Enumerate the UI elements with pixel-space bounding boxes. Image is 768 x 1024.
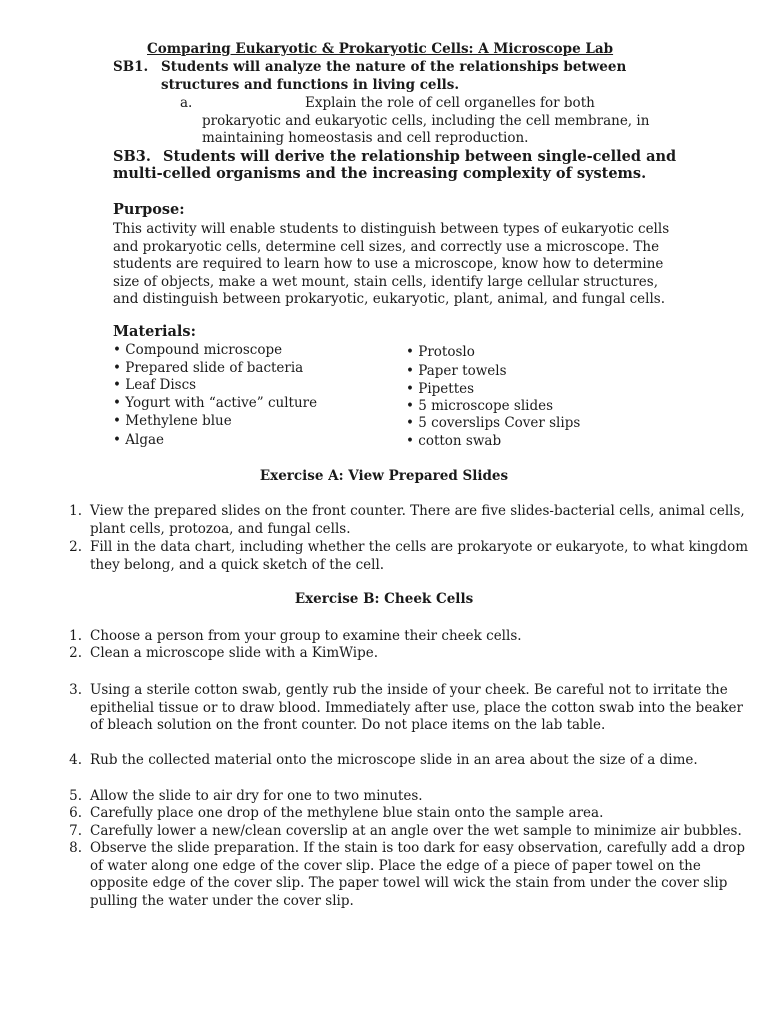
- materials-right-item: • cotton swab: [406, 433, 502, 449]
- materials-left-item: • Methylene blue: [113, 413, 232, 429]
- exercise-b-item-line: Using a sterile cotton swab, gently rub the inside of your cheek. Be careful not to irritate the: [90, 682, 728, 698]
- materials-left-item: • Prepared slide of bacteria: [113, 360, 304, 376]
- standard-sb1-line-2: structures and functions in living cells.: [161, 77, 460, 93]
- materials-right-item: • 5 microscope slides: [406, 398, 554, 414]
- page-title: Comparing Eukaryotic & Prokaryotic Cells: A Microscope Lab: [147, 41, 614, 57]
- exercise-b-item: [90, 628, 522, 646]
- exercise-a-item-line: plant cells, protozoa, and fungal cells.: [90, 520, 351, 537]
- exercise-b-item-number: 8.: [69, 840, 82, 856]
- standard-sb3-line-2: multi-celled organisms and the increasing complexity of systems.: [113, 165, 647, 182]
- standard-sb3-line-1: Students will derive the relationship between single-celled and: [163, 148, 677, 165]
- exercise-a-item-line: Fill in the data chart, including whether the cells are prokaryote or eukaryote, to what kingdom: [90, 539, 749, 555]
- standard-sb1a-line-2: prokaryotic and eukaryotic cells, including the cell membrane, in: [202, 113, 650, 129]
- exercise-b-item-line: of bleach solution on the front counter. Do not place items on the lab table.: [90, 717, 606, 733]
- exercise-a-item-line: they belong, and a quick sketch of the cell.: [90, 556, 385, 573]
- exercise-b-title: Exercise B: Cheek Cells: [294, 591, 474, 607]
- materials-right-item: • Paper towels: [406, 363, 507, 379]
- exercise-b-item: [90, 840, 745, 910]
- exercise-b-item-line: Carefully place one drop of the methylene blue stain onto the sample area.: [90, 805, 604, 821]
- exercise-b-item: [90, 823, 742, 841]
- standard-sb1a-line-1: Explain the role of cell organelles for both: [305, 95, 595, 111]
- exercise-b-item-line: opposite edge of the cover slip. The paper towel will wick the stain from under the cover slip: [90, 875, 728, 891]
- exercise-b-item: [90, 645, 378, 663]
- exercise-a-item: [90, 503, 745, 538]
- materials-left-item: • Leaf Discs: [113, 377, 197, 393]
- exercise-b-item-line: pulling the water under the cover slip.: [90, 892, 354, 909]
- exercise-b-item-number: 5.: [69, 788, 82, 804]
- exercise-b-item-line: Choose a person from your group to examine their cheek cells.: [90, 628, 522, 644]
- exercise-b-item-number: 2.: [69, 645, 82, 661]
- exercise-a-item-line: View the prepared slides on the front counter. There are five slides-bacterial cells, animal cells,: [90, 503, 745, 519]
- exercise-b-item-line: Carefully lower a new/clean coverslip at an angle over the wet sample to minimize air bubbles.: [90, 823, 742, 839]
- exercise-b-item-line: Allow the slide to air dry for one to two minutes.: [90, 788, 423, 804]
- standard-sb1a-line-3: maintaining homeostasis and cell reproduction.: [202, 130, 529, 146]
- exercise-b-item: [90, 788, 423, 806]
- exercise-b-item-line: Rub the collected material onto the microscope slide in an area about the size of a dime.: [90, 752, 698, 768]
- purpose-line: and distinguish between prokaryotic, eukaryotic, plant, animal, and fungal cells.: [113, 291, 665, 307]
- exercise-b-item-number: 7.: [69, 823, 82, 839]
- materials-right-item: • Pipettes: [406, 381, 475, 397]
- materials-right-item: • Protoslo: [406, 344, 475, 360]
- exercise-b-item-number: 4.: [69, 752, 82, 768]
- materials-left-item: • Compound microscope: [113, 342, 283, 358]
- materials-left-item: • Yogurt with “active” culture: [113, 395, 318, 411]
- exercise-b-item-number: 6.: [69, 805, 82, 821]
- purpose-line: and prokaryotic cells, determine cell sizes, and correctly use a microscope. The: [113, 238, 660, 255]
- exercise-a-title: Exercise A: View Prepared Slides: [259, 468, 509, 484]
- exercise-a-item: [90, 539, 748, 574]
- purpose-paragraph: [113, 221, 670, 309]
- purpose-line: size of objects, make a wet mount, stain cells, identify large cellular structures,: [113, 273, 659, 290]
- exercise-b-item: [90, 805, 603, 823]
- exercise-b-item: [90, 752, 698, 770]
- exercise-a-item-number: 1.: [69, 503, 82, 519]
- exercise-b-item-line: Observe the slide preparation. If the stain is too dark for easy observation, carefully add a drop: [90, 840, 745, 856]
- exercise-b-item: [90, 682, 743, 735]
- purpose-heading: Purpose:: [113, 201, 185, 218]
- exercise-b-item-line: of water along one edge of the cover slip. Place the edge of a piece of paper towel on the: [90, 857, 701, 874]
- purpose-line: students are required to learn how to use a microscope, know how to determine: [113, 256, 664, 272]
- materials-left-item: • Algae: [113, 432, 165, 448]
- standard-sb1-line-1: Students will analyze the nature of the relationships between: [161, 59, 627, 75]
- standard-code-sb3: SB3.: [113, 148, 151, 165]
- purpose-line: This activity will enable students to distinguish between types of eukaryotic cells: [113, 221, 670, 237]
- exercise-b-item-number: 1.: [69, 628, 82, 644]
- exercise-b-item-line: epithelial tissue or to draw blood. Immediately after use, place the cotton swab into the beaker: [90, 699, 743, 716]
- materials-heading: Materials:: [113, 323, 196, 340]
- exercise-b-item-line: Clean a microscope slide with a KimWipe.: [90, 645, 379, 661]
- standard-code-sb1: SB1.: [113, 59, 149, 75]
- standard-sb1a-letter: a.: [180, 95, 193, 111]
- exercise-b-item-number: 3.: [69, 682, 82, 698]
- exercise-a-item-number: 2.: [69, 539, 82, 555]
- materials-right-item: • 5 coverslips Cover slips: [406, 415, 581, 431]
